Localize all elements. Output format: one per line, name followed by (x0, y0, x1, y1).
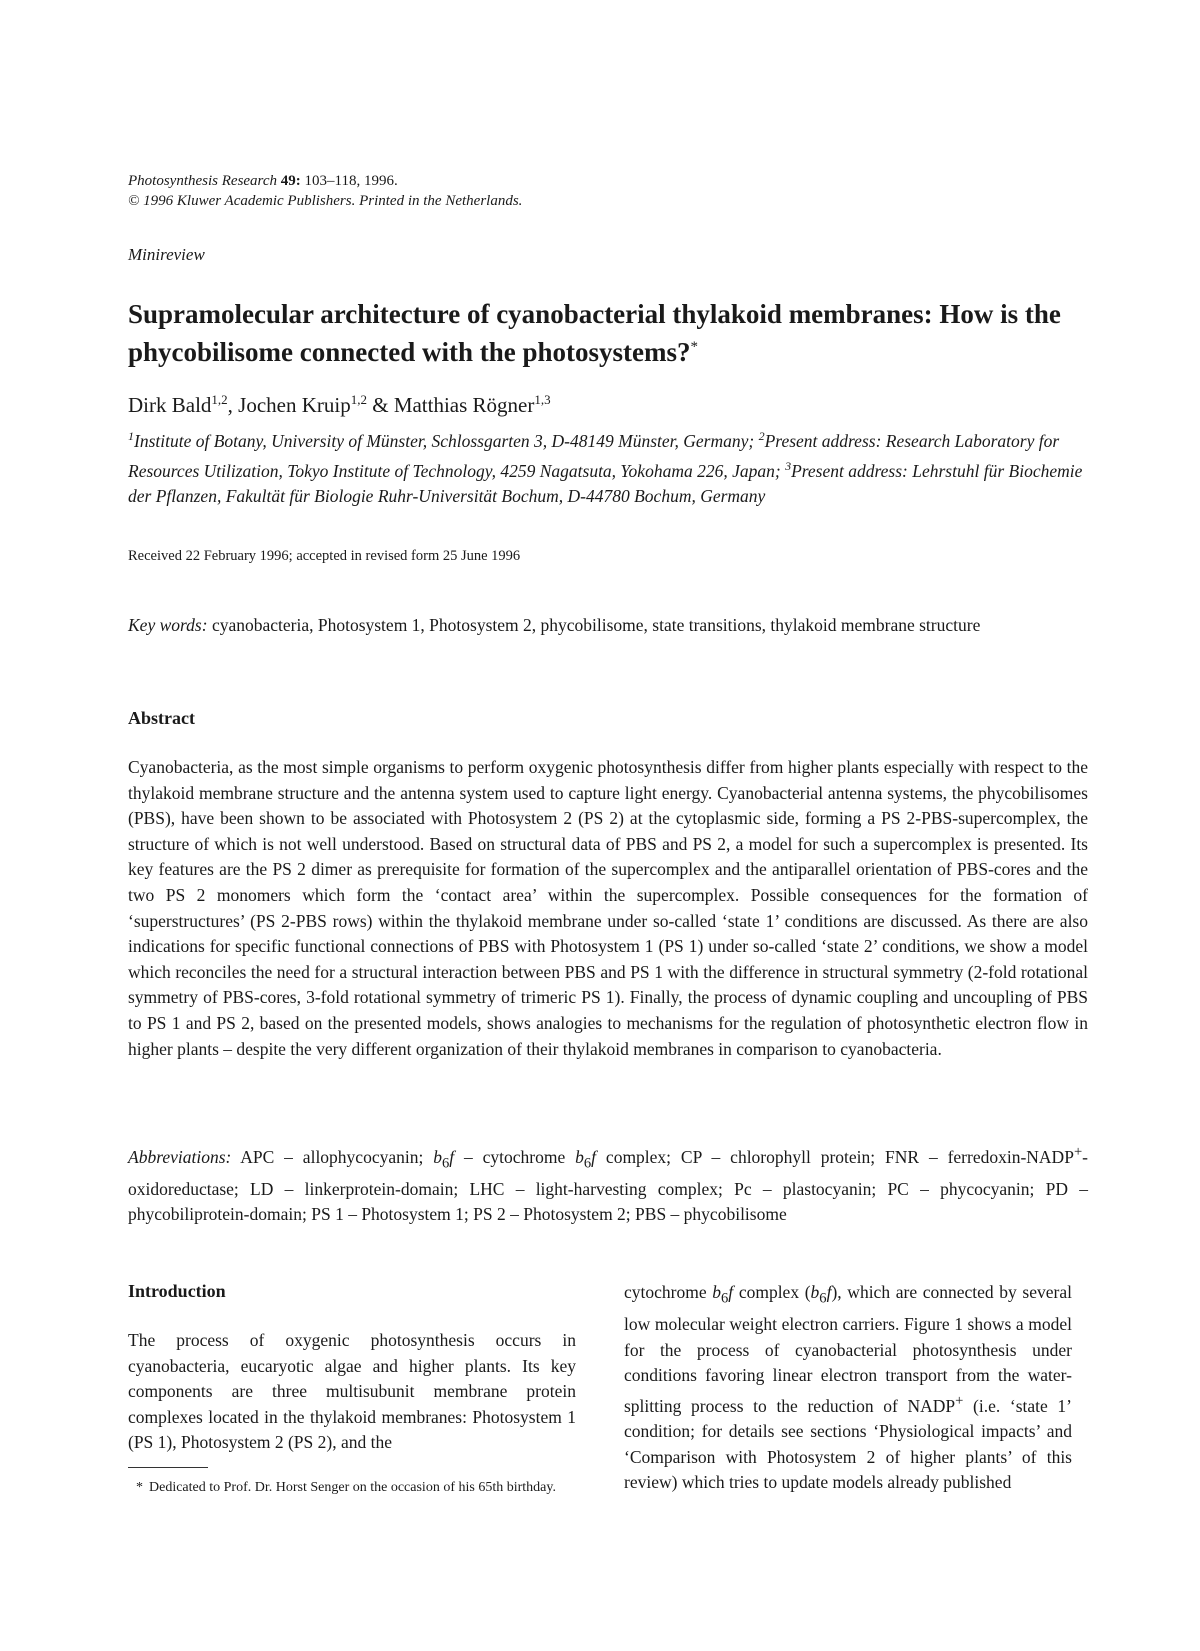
article-type: Minireview (128, 245, 205, 264)
copyright-line: © 1996 Kluwer Academic Publishers. Printed in the Netherlands. (128, 193, 523, 209)
affiliation-text: Institute of Botany, University of Münster, Schlossgarten 3, D-48149 Münster, Germany; (134, 430, 759, 451)
affiliation-text: Present address: Lehrstuhl für Biochemie der Pflanzen, Fakultät für Biologie Ruhr-Universität Bochum, D-44780 Bochum, Germany (128, 460, 1083, 506)
plus-superscript: + (955, 1392, 964, 1409)
b6f-subscript: 6 (441, 1155, 450, 1172)
b6f-subscript: 6 (819, 1290, 827, 1307)
b6f-subscript: 6 (721, 1290, 729, 1307)
abstract-text: Cyanobacteria, as the most simple organisms to perform oxygenic photosynthesis differ from higher plants especially with respect to the thylakoid membrane structure and the antenna system used to capture light energy. Cyanobacterial antenna systems, the phycobilisomes (PBS), have been shown to be associated with Photosystem 2 (PS 2) at the cytoplasmic side, forming a PS 2-PBS-supercomplex, the structure of which is not well understood. Based on structural data of PBS and PS 2, a model for such a supercomplex is presented. Its key features are the PS 2 dimer as prerequisite for formation of the supercomplex and the antiparallel orientation of PBS-cores and the two PS 2 monomers which form the ‘contact area’ within the supercomplex. Possible consequences for the formation of ‘superstructures’ (PS 2-PBS rows) within the thylakoid membrane under so-called ‘state 1’ conditions are discussed. As there are also indications for specific functional connections of PBS with Photosystem 1 (PS 1) under so-called ‘state 2’ conditions, we show a model which reconciles the need for a structural interaction between PBS and PS 1 with the difference in structural symmetry (2-fold rotational symmetry of PBS-cores, 3-fold rotational symmetry of trimeric PS 1). Finally, the process of dynamic coupling and uncoupling of PBS to PS 1 and PS 2, based on the presented models, shows analogies to mechanisms for the regulation of photosynthetic electron flow in higher plants – despite the very different organization of their thylakoid membranes in comparison to cyanobacteria. (128, 757, 1088, 1059)
body-text: ), which are connected by several low molecular weight electron carriers. Figure 1 shows a model for the process of cyanobacterial photosynthesis under conditions favoring linear electron transport from the water-splitting process to the reduction of NADP (624, 1282, 1072, 1416)
journal-header (128, 171, 522, 211)
abbreviations-part: – cytochrome (454, 1146, 576, 1167)
author-name: Jochen Kruip (238, 393, 351, 417)
affiliations (128, 424, 1088, 509)
title-footnote-mark: * (690, 339, 699, 355)
author-name: Dirk Bald (128, 393, 212, 417)
b6f-term: f (591, 1146, 597, 1167)
journal-volume: 49: (280, 173, 301, 189)
author-affiliation-mark: 1,3 (534, 392, 551, 407)
journal-pages: 103–118, 1996. (304, 173, 398, 189)
b6f-term: b (433, 1146, 442, 1167)
abbreviations (128, 1140, 1088, 1228)
author-affiliation-mark: 1,2 (350, 392, 367, 407)
paper-title (128, 298, 1088, 369)
introduction-left-column: The process of oxygenic photosynthesis occurs in cyanobacteria, eucaryotic algae and higher plants. Its key components are three multisubunit membrane protein complexes located in the thylakoid membranes: Photosystem 1 (PS 1), Photosystem 2 (PS 2), and the (128, 1330, 576, 1452)
keywords (128, 612, 1088, 638)
received-dates: Received 22 February 1996; accepted in revised form 25 June 1996 (128, 548, 521, 564)
affiliation-mark: 3 (785, 458, 792, 473)
author-separator: , (227, 393, 239, 417)
footnote (128, 1478, 576, 1498)
body-text: (i.e. ‘state 1’ condition; for details see sections ‘Physiological impacts’ and ‘Comparison with Photosystem 2 of higher plants’ of this review) which tries to update models already published (624, 1395, 1072, 1493)
affiliation-mark: 1 (128, 429, 134, 443)
abbreviations-part: complex; CP – chlorophyll protein; FNR – ferredoxin-NADP (596, 1146, 1074, 1167)
b6f-term: b (712, 1282, 721, 1302)
abstract-heading: Abstract (128, 708, 195, 728)
introduction-right-column (624, 1280, 1072, 1496)
journal-name: Photosynthesis Research (128, 173, 277, 189)
affiliation-mark: 2 (758, 429, 765, 443)
introduction-heading: Introduction (128, 1281, 226, 1301)
b6f-term: b (810, 1282, 820, 1302)
b6f-term: b (575, 1146, 584, 1167)
plus-superscript: + (1073, 1144, 1083, 1160)
body-text: complex ( (733, 1282, 811, 1302)
b6f-term: f (826, 1282, 832, 1302)
b6f-term: f (449, 1146, 455, 1167)
author-affiliation-mark: 1,2 (211, 392, 228, 407)
author-list (128, 392, 551, 418)
b6f-subscript: 6 (583, 1155, 592, 1172)
footnote-mark: * (136, 1480, 143, 1495)
keywords-label: Key words: (128, 615, 208, 635)
keywords-text: cyanobacteria, Photosystem 1, Photosystem 2, phycobilisome, state transitions, thylakoid membrane structure (207, 615, 981, 635)
footnote-text: Dedicated to Prof. Dr. Horst Senger on the occasion of his 65th birthday. (149, 1480, 556, 1495)
b6f-term: f (728, 1282, 734, 1302)
author-name: Matthias Rögner (393, 393, 535, 417)
journal-citation (128, 171, 522, 191)
affiliation-text: Present address: Research Laboratory for Resources Utilization, Tokyo Institute of Technology, 4259 Nagatsuta, Yokohama 226, Japan; (128, 430, 1060, 481)
paper-title-text: Supramolecular architecture of cyanobacterial thylakoid membranes: How is the phycobilisome connected with the photosystems? (128, 299, 1061, 367)
abbreviations-part: -oxidoreductase; LD – linkerprotein-domain; LHC – light-harvesting complex; Pc – plastocyanin; PC – phycocyanin; PD – phycobiliprotein-domain; PS 1 – Photosystem 1; PS 2 – Photosystem 2; PBS – phycobilisome (128, 1146, 1088, 1225)
author-separator: & (366, 393, 394, 417)
body-text: cytochrome (624, 1282, 713, 1302)
abbreviations-label: Abbreviations: (128, 1146, 232, 1167)
abbreviations-part: APC – allophycocyanin; (231, 1146, 434, 1167)
footnote-divider (128, 1467, 208, 1468)
